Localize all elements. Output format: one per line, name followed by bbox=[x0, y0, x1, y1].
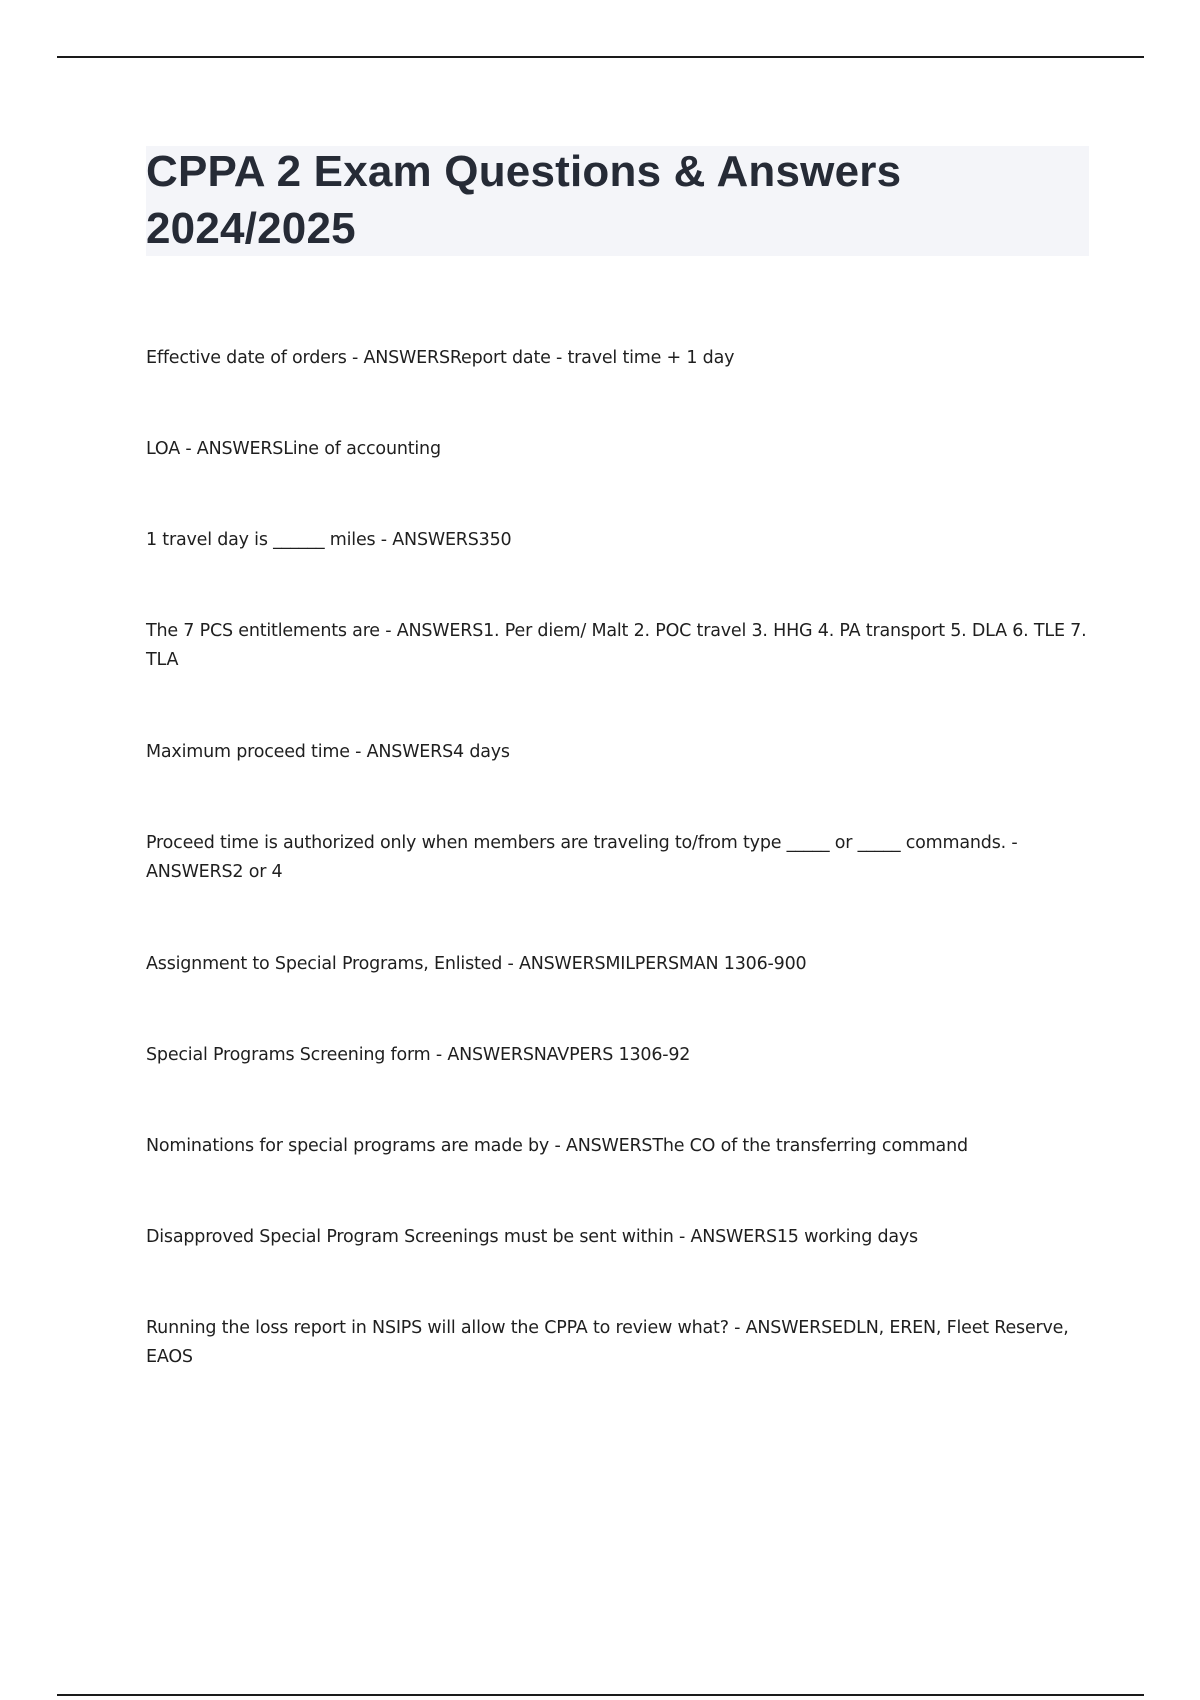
qa-item: Effective date of orders - ANSWERSReport date - travel time + 1 day bbox=[146, 348, 735, 368]
bottom-rule bbox=[57, 1694, 1144, 1696]
top-rule bbox=[57, 56, 1144, 58]
qa-item: 1 travel day is ______ miles - ANSWERS350 bbox=[146, 530, 512, 550]
qa-item: Nominations for special programs are made by - ANSWERSThe CO of the transferring command bbox=[146, 1136, 968, 1156]
qa-item: Running the loss report in NSIPS will allow the CPPA to review what? - ANSWERSEDLN, EREN, Fleet Reserve, EAOS bbox=[146, 1318, 1069, 1367]
page-title bbox=[146, 143, 1089, 257]
qa-item: Proceed time is authorized only when members are traveling to/from type _____ or _____ commands. - ANSWERS2 or 4 bbox=[146, 833, 1018, 882]
qa-item: LOA - ANSWERSLine of accounting bbox=[146, 439, 441, 459]
page-title-line-1: CPPA 2 Exam Questions & Answers bbox=[146, 147, 902, 196]
qa-item: The 7 PCS entitlements are - ANSWERS1. Per diem/ Malt 2. POC travel 3. HHG 4. PA transport 5. DLA 6. TLE 7. TLA bbox=[146, 621, 1087, 670]
qa-item: Disapproved Special Program Screenings must be sent within - ANSWERS15 working days bbox=[146, 1227, 918, 1247]
qa-item: Assignment to Special Programs, Enlisted - ANSWERSMILPERSMAN 1306-900 bbox=[146, 954, 807, 974]
qa-item: Special Programs Screening form - ANSWERSNAVPERS 1306-92 bbox=[146, 1045, 691, 1065]
qa-item: Maximum proceed time - ANSWERS4 days bbox=[146, 742, 510, 762]
title-block bbox=[146, 146, 1089, 256]
page-title-line-2: 2024/2025 bbox=[146, 204, 356, 253]
